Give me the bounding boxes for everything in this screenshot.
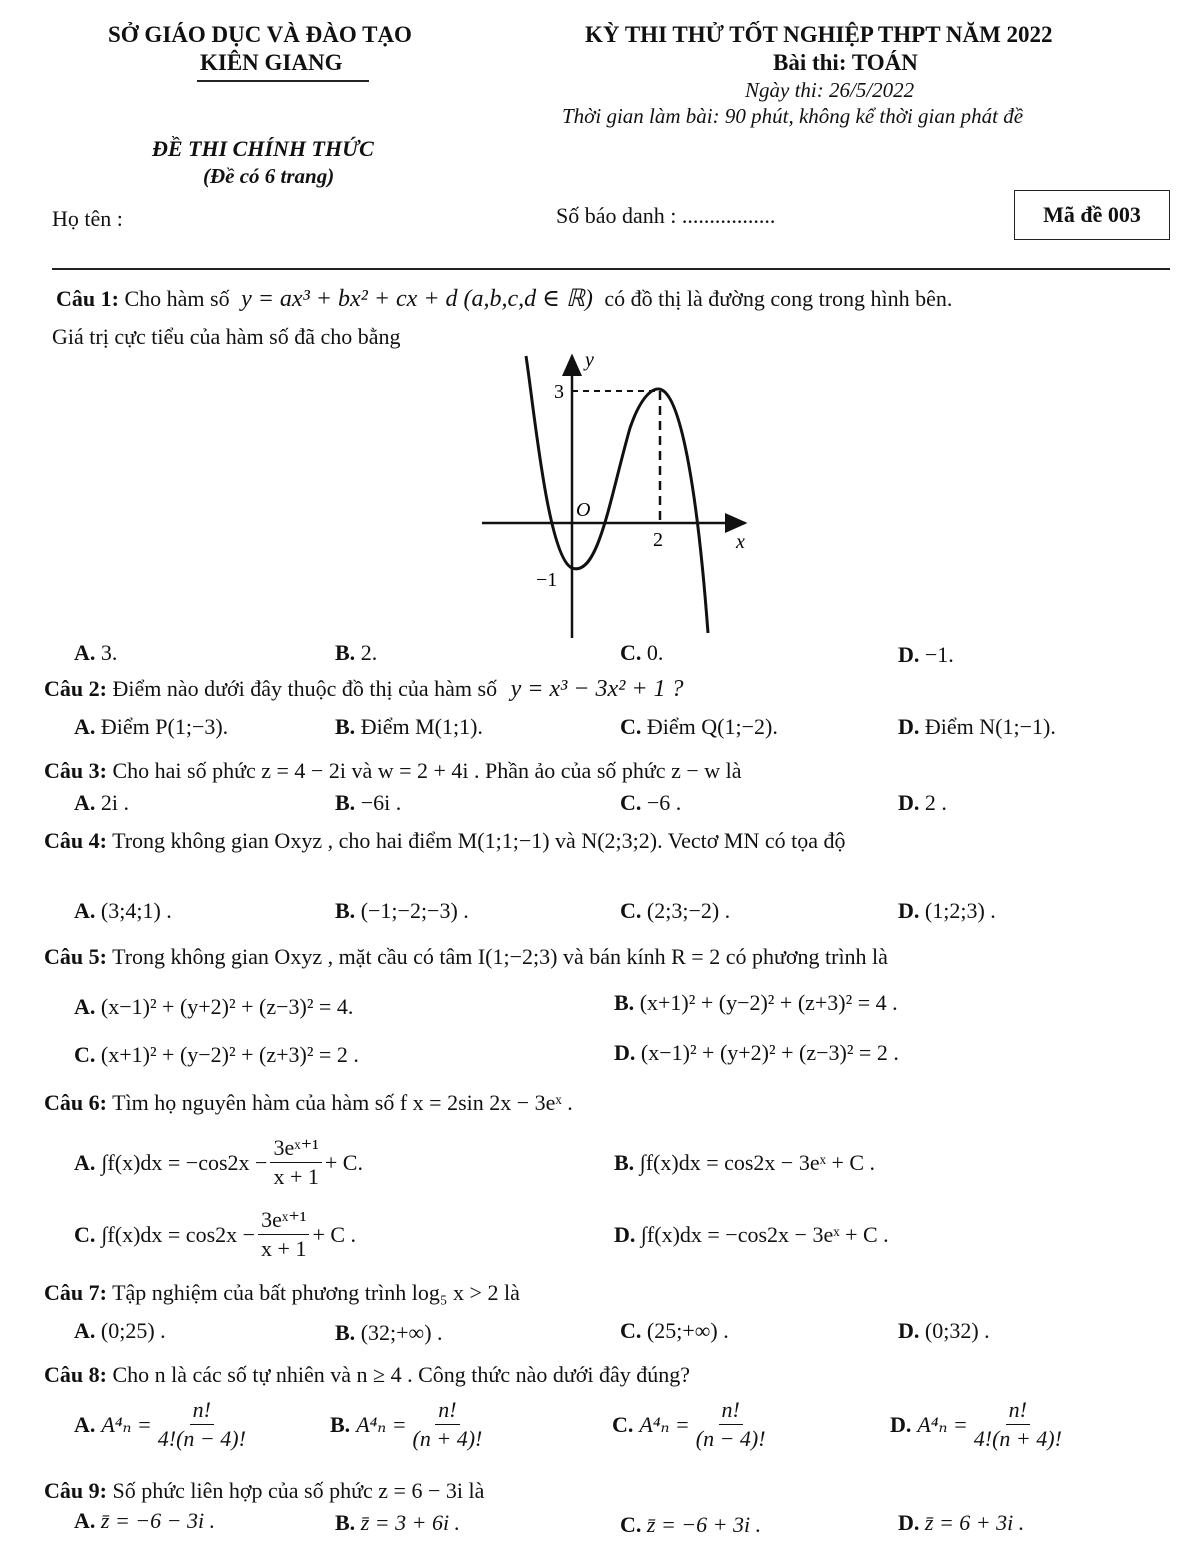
q8-option-b[interactable]: B. A⁴ₙ = $\frac{n!}{(n + 4)!}$ [330,1397,483,1451]
q9-option-c[interactable]: C. z̄ = −6 + 3i . [620,1512,762,1537]
q9-option-a[interactable]: A. z̄ = −6 − 3i . [74,1508,216,1533]
y-min-label: −1 [536,569,558,591]
q4-option-a[interactable]: A. (3;4;1) . [74,898,172,923]
header-divider [52,268,1170,270]
question-6: Câu 6: Tìm họ nguyên hàm của hàm số f x = 2sin 2x − 3eˣ . [44,1090,573,1115]
q3-option-a[interactable]: A. 2i . [74,790,130,815]
province-underline [197,80,369,82]
exam-date: Ngày thi: 26/5/2022 [745,78,915,102]
q5-option-b[interactable]: B. (x+1)² + (y−2)² + (z+3)² = 4 . [614,990,898,1015]
exam-title: KỲ THI THỬ TỐT NGHIỆP THPT NĂM 2022 [585,22,1053,47]
q1-option-d[interactable]: D. −1. [898,642,954,667]
question-1 [56,284,952,313]
q2-option-b[interactable]: B. Điểm M(1;1). [335,714,483,739]
q9-option-d[interactable]: D. z̄ = 6 + 3i . [898,1510,1025,1535]
q4-option-b[interactable]: B. (−1;−2;−3) . [335,898,469,923]
question-5: Câu 5: Trong không gian Oxyz , mặt cầu có tâm I(1;−2;3) và bán kính R = 2 có phương trình là [44,944,888,969]
q2-option-a[interactable]: A. Điểm P(1;−3). [74,714,229,739]
q5-option-a[interactable]: A. (x−1)² + (y+2)² + (z−3)² = 4. [74,994,354,1019]
q5-option-c[interactable]: C. (x+1)² + (y−2)² + (z+3)² = 2 . [74,1042,359,1067]
q9-option-b[interactable]: B. z̄ = 3 + 6i . [335,1510,461,1535]
q6-option-d[interactable]: D. ∫f(x)dx = −cos2x − 3eˣ + C . [614,1222,889,1247]
q1-option-c[interactable]: C. 0. [620,640,664,665]
y-axis-label: y [585,349,594,371]
student-id-label: Số báo danh : ................. [556,203,776,228]
exam-subject: Bài thi: TOÁN [773,50,918,75]
q7-option-b[interactable]: B. (32;+∞) . [335,1320,443,1345]
question-7: Câu 7: Tập nghiệm của bất phương trình log₅ x > 2 là [44,1280,520,1305]
q3-option-d[interactable]: D. 2 . [898,790,947,815]
q4-option-d[interactable]: D. (1;2;3) . [898,898,996,923]
q1-option-b[interactable]: B. 2. [335,640,378,665]
q7-option-d[interactable]: D. (0;32) . [898,1318,990,1343]
q6-option-c[interactable]: C. ∫f(x)dx = cos2x − $\frac{\text{3eˣ⁺¹}}{x + 1}$ + C . [74,1207,357,1261]
q1-option-a[interactable]: A. 3. [74,640,118,665]
q5-option-d[interactable]: D. (x−1)² + (y+2)² + (z−3)² = 2 . [614,1040,899,1065]
official-label: ĐỀ THI CHÍNH THỨC [152,136,374,161]
y-max-label: 3 [554,381,564,403]
cubic-graph [470,348,770,638]
q8-option-c[interactable]: C. A⁴ₙ = $\frac{n!}{(n - 4)!}$ [612,1397,766,1451]
exam-code-box: Mã đề 003 [1014,190,1170,240]
question-text: Cho hàm số [124,286,230,311]
q3-option-c[interactable]: C. −6 . [620,790,682,815]
q2-option-c[interactable]: C. Điểm Q(1;−2). [620,714,778,739]
question-3: Câu 3: Cho hai số phức z = 4 − 2i và w = 2 + 4i . Phần ảo của số phức z − w là [44,758,742,783]
function-formula: y = ax³ + bx² + cx + d (a,b,c,d ∈ ℝ) [241,286,593,312]
question-2: Câu 2: Điểm nào dưới đây thuộc đồ thị của hàm số y = x³ − 3x² + 1 ? [44,676,684,702]
q6-option-a[interactable]: A. ∫f(x)dx = −cos2x − $\frac{\text{3eˣ⁺¹}}{x + 1}$ + C. [74,1135,363,1189]
question-text-end: có đồ thị là đường cong trong hình bên. [604,286,953,311]
province-name: KIÊN GIANG [200,50,343,75]
question-9: Câu 9: Số phức liên hợp của số phức z = 6 − 3i là [44,1478,485,1503]
page-count: (Đề có 6 trang) [203,164,335,188]
question-4: Câu 4: Trong không gian Oxyz , cho hai điểm M(1;1;−1) và N(2;3;2). Vectơ MN có tọa độ [44,828,846,853]
q7-option-a[interactable]: A. (0;25) . [74,1318,166,1343]
q8-option-a[interactable]: A. A⁴ₙ = $\frac{n!}{4!(n - 4)!}$ [74,1397,246,1451]
q3-option-b[interactable]: B. −6i . [335,790,402,815]
x-tick-label: 2 [653,529,663,551]
q2-option-d[interactable]: D. Điểm N(1;−1). [898,714,1056,739]
question-8: Câu 8: Cho n là các số tự nhiên và n ≥ 4 . Công thức nào dưới đây đúng? [44,1362,691,1387]
question-label: Câu 1: [56,286,119,311]
exam-duration: Thời gian làm bài: 90 phút, không kể thời gian phát đề [562,104,1024,128]
x-axis-label: x [736,531,745,553]
q8-option-d[interactable]: D. A⁴ₙ = $\frac{n!}{4!(n + 4)!}$ [890,1397,1062,1451]
name-label: Họ tên : [52,206,123,231]
q7-option-c[interactable]: C. (25;+∞) . [620,1318,729,1343]
q4-option-c[interactable]: C. (2;3;−2) . [620,898,731,923]
q6-option-b[interactable]: B. ∫f(x)dx = cos2x − 3eˣ + C . [614,1150,876,1175]
department-name: SỞ GIÁO DỤC VÀ ĐÀO TẠO [108,22,412,47]
question-1-line-2: Giá trị cực tiểu của hàm số đã cho bằng [52,324,401,349]
origin-label: O [576,499,591,521]
